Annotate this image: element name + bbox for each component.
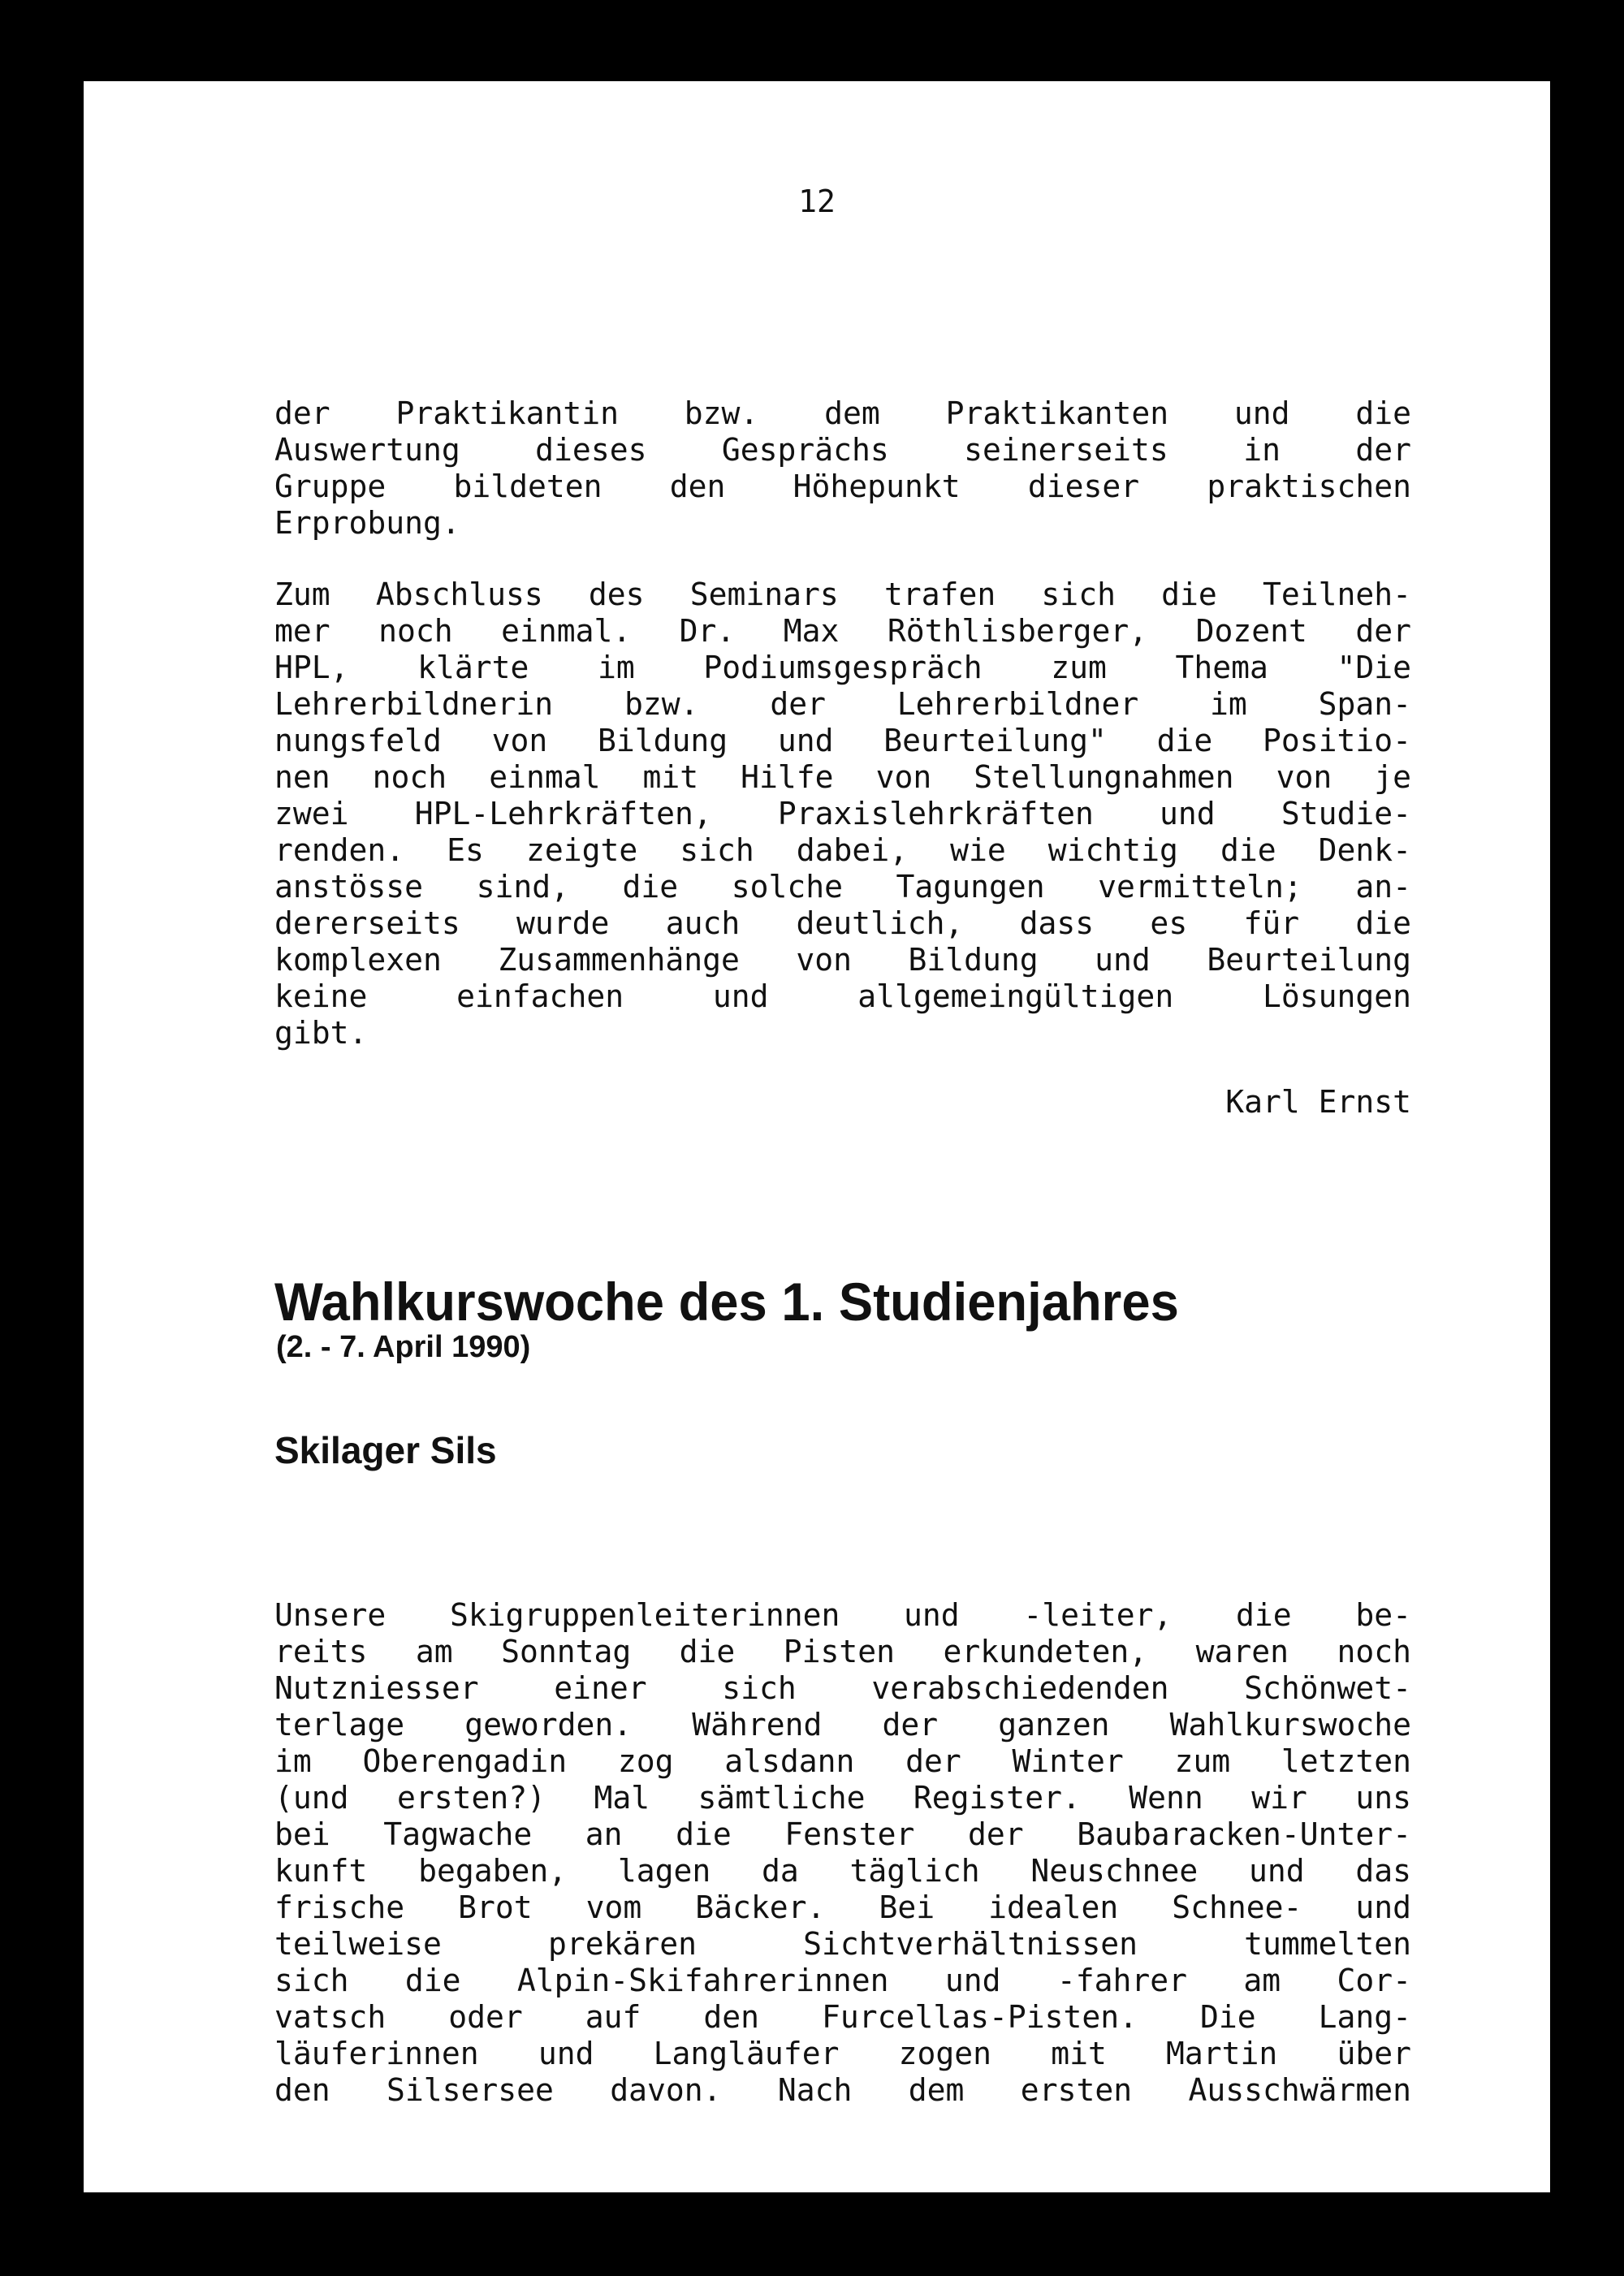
text-line: den Silsersee davon. Nach dem ersten Ausschwärmen (274, 2072, 1411, 2108)
document-page (84, 81, 1550, 2192)
text-line: komplexen Zusammenhänge von Bildung und Beurteilung (274, 942, 1411, 978)
text-line: Lehrerbildnerin bzw. der Lehrerbildner im Span- (274, 686, 1411, 722)
text-line: Zum Abschluss des Seminars trafen sich die Teilneh- (274, 577, 1411, 612)
text-line: keine einfachen und allgemeingültigen Lösungen (274, 978, 1411, 1014)
text-line: kunft begaben, lagen da täglich Neuschnee und das (274, 1853, 1411, 1889)
text-line: im Oberengadin zog alsdann der Winter zum letzten (274, 1743, 1411, 1779)
page-number: 12 (798, 184, 836, 219)
paragraph-3 (274, 1597, 1411, 2109)
subsection-title: Skilager Sils (274, 1429, 497, 1471)
paragraph-1 (274, 395, 1411, 542)
text-line: teilweise prekären Sichtverhältnissen tummelten (274, 1926, 1411, 1962)
text-line: der Praktikantin bzw. dem Praktikanten und die (274, 395, 1411, 431)
text-line: zwei HPL-Lehrkräften, Praxislehrkräften und Studie- (274, 796, 1411, 831)
text-line: mer noch einmal. Dr. Max Röthlisberger, Dozent der (274, 613, 1411, 649)
text-line: vatsch oder auf den Furcellas-Pisten. Die Lang- (274, 1999, 1411, 2035)
text-line: gibt. (274, 1015, 368, 1051)
text-line: reits am Sonntag die Pisten erkundeten, waren noch (274, 1634, 1411, 1669)
section-dates: (2. - 7. April 1990) (276, 1330, 531, 1364)
text-line: sich die Alpin-Skifahrerinnen und -fahrer am Cor- (274, 1963, 1411, 1998)
text-line: HPL, klärte im Podiumsgespräch zum Thema "Die (274, 650, 1411, 685)
text-line: bei Tagwache an die Fenster der Baubaracken-Unter- (274, 1816, 1411, 1852)
author-signature: Karl Ernst (1225, 1084, 1411, 1120)
text-line: frische Brot vom Bäcker. Bei idealen Schnee- und (274, 1889, 1411, 1925)
paragraph-2 (274, 577, 1411, 1052)
text-line: Nutzniesser einer sich verabschiedenden Schönwet- (274, 1670, 1411, 1706)
section-title: Wahlkurswoche des 1. Studienjahres (274, 1272, 1179, 1332)
text-line: (und ersten?) Mal sämtliche Register. Wenn wir uns (274, 1780, 1411, 1816)
text-line: Auswertung dieses Gesprächs seinerseits in der (274, 432, 1411, 468)
text-line: anstösse sind, die solche Tagungen vermitteln; an- (274, 869, 1411, 905)
text-line: nen noch einmal mit Hilfe von Stellungnahmen von je (274, 759, 1411, 795)
text-line: Gruppe bildeten den Höhepunkt dieser praktischen (274, 469, 1411, 504)
text-line: dererseits wurde auch deutlich, dass es für die (274, 905, 1411, 941)
text-line: Unsere Skigruppenleiterinnen und -leiter, die be- (274, 1597, 1411, 1633)
text-line: renden. Es zeigte sich dabei, wie wichtig die Denk- (274, 832, 1411, 868)
text-line: nungsfeld von Bildung und Beurteilung" die Positio- (274, 723, 1411, 758)
text-line: läuferinnen und Langläufer zogen mit Martin über (274, 2036, 1411, 2071)
text-line: terlage geworden. Während der ganzen Wahlkurswoche (274, 1707, 1411, 1743)
text-line: Erprobung. (274, 505, 460, 541)
